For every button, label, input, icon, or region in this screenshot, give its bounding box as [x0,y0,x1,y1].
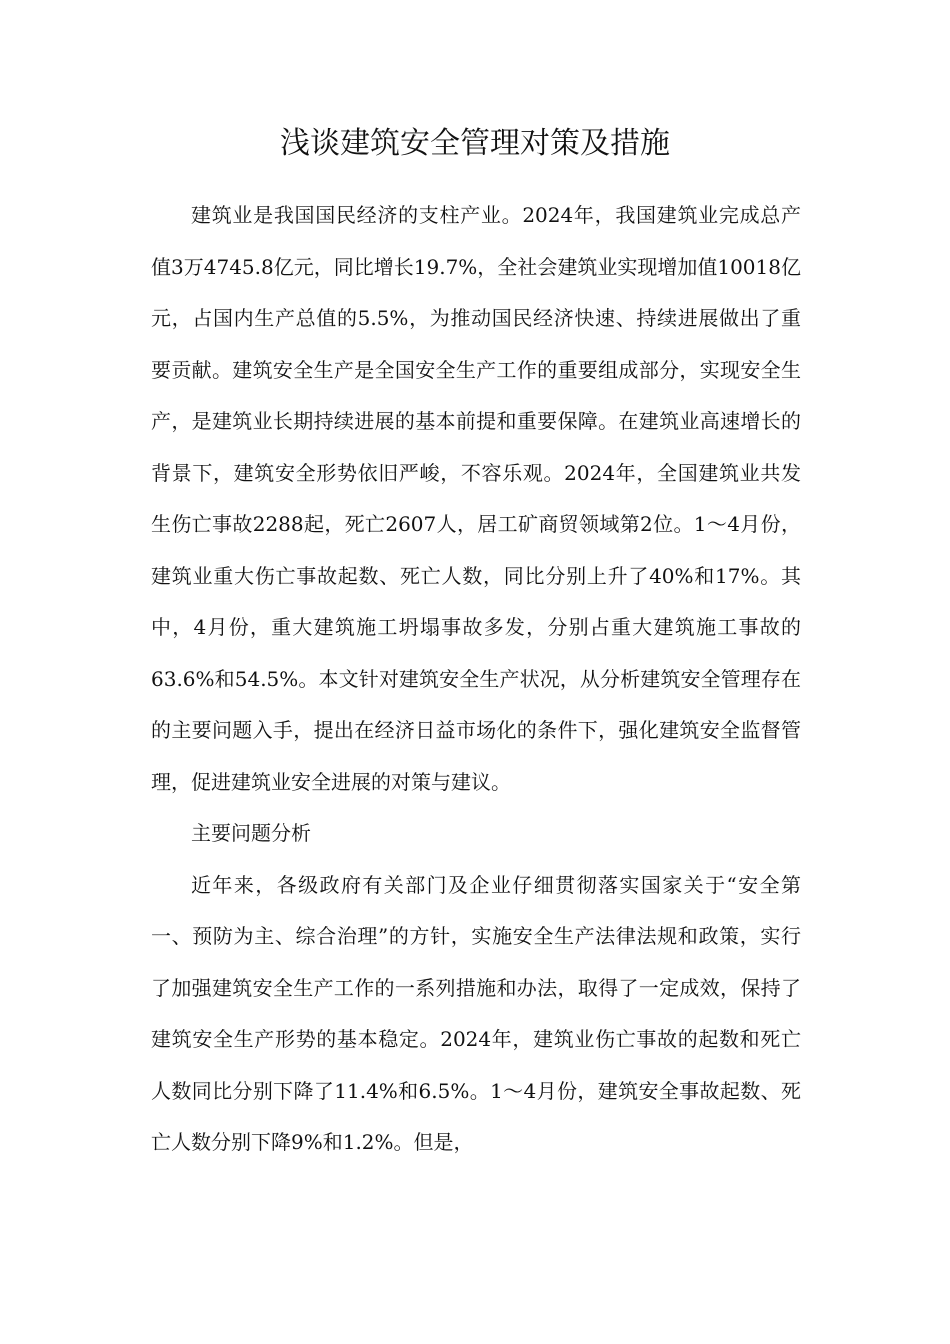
document-body [151,190,801,1169]
document-title: 浅谈建筑安全管理对策及措施 [280,126,670,161]
section-heading-main-issues: 主要问题分析 [191,821,311,845]
paragraph-intro: 建筑业是我国国民经济的支柱产业。2024年，我国建筑业完成总产值3万4745.8亿元，同比增长19.7%，全社会建筑业实现增加值10018亿元，占国内生产总值的5.5%，为推动国民经济快速、持续进展做出了重要贡献。建筑安全生产是全国安全生产工作的重要组成部分，实现安全生产，是建筑业长期持续进展的基本前提和重要保障。在建筑业高速增长的背景下，建筑安全形势依旧严峻，不容乐观。2024年，全国建筑业共发生伤亡事故2288起，死亡2607人，居工矿商贸领域第2位。1～4月份，建筑业重大伤亡事故起数、死亡人数，同比分别上升了40%和17%。其中，4月份，重大建筑施工坍塌事故多发，分别占重大建筑施工事故的63.6%和54.5%。本文针对建筑安全生产状况，从分析建筑安全管理存在的主要问题入手，提出在经济日益市场化的条件下，强化建筑安全监督管理，促进建筑业安全进展的对策与建议。 [151,203,801,794]
paragraph-analysis: 近年来，各级政府有关部门及企业仔细贯彻落实国家关于“安全第一、预防为主、综合治理”的方针，实施安全生产法律法规和政策，实行了加强建筑安全生产工作的一系列措施和办法，取得了一定成效，保持了建筑安全生产形势的基本稳定。2024年，建筑业伤亡事故的起数和死亡人数同比分别下降了11.4%和6.5%。1～4月份，建筑安全事故起数、死亡人数分别下降9%和1.2%。但是， [151,872,801,1154]
